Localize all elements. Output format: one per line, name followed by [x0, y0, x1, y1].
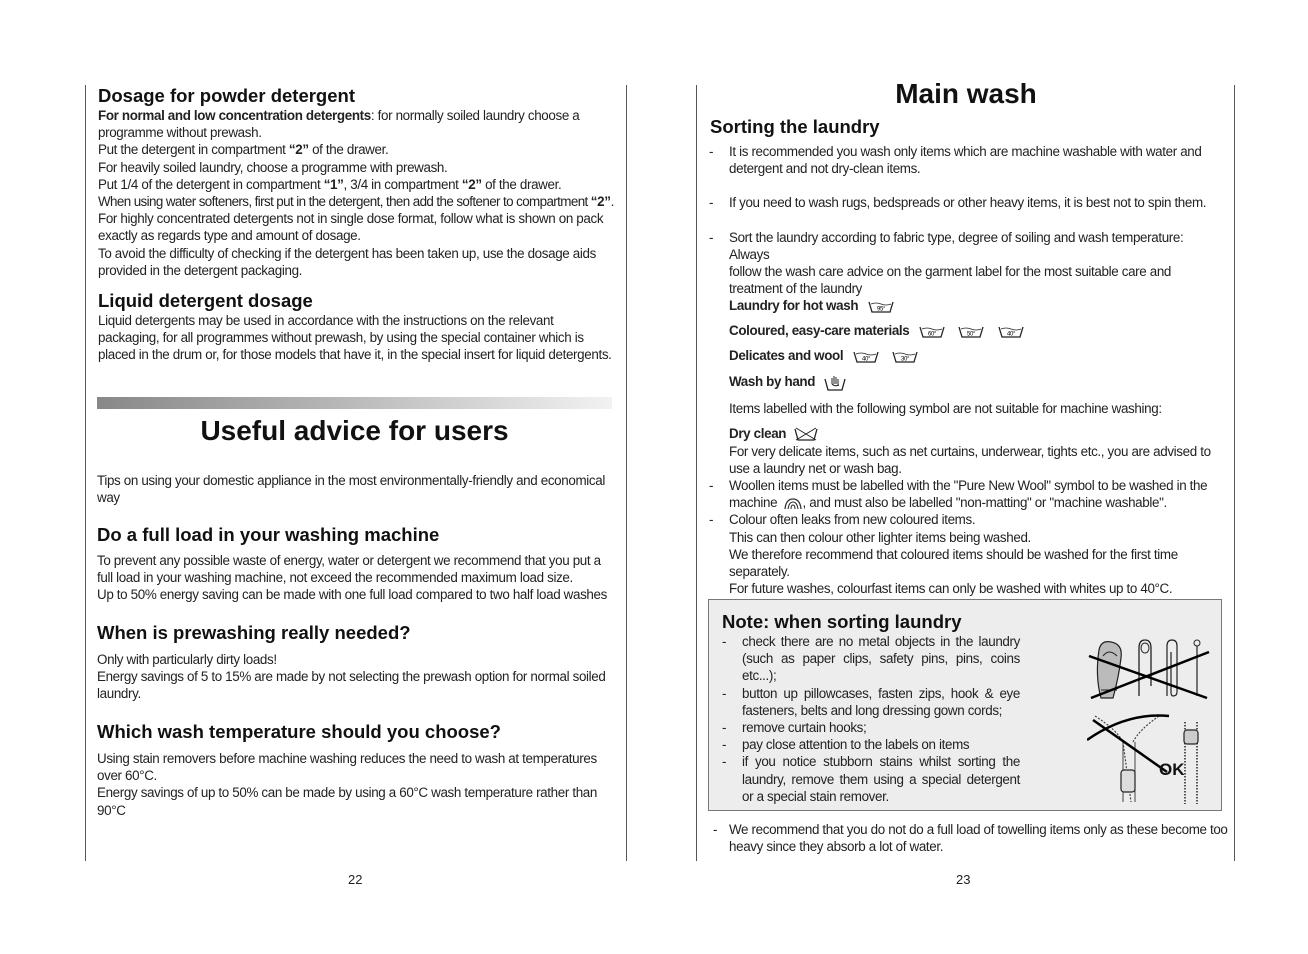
b4-l1: Woollen items must be labelled with the "Pure New Wool" symbol to be washed in the	[729, 478, 1208, 494]
wash-tub-60-icon	[919, 326, 945, 338]
dosage-l2: programme without prewash.	[98, 125, 262, 141]
metal-objects-crossed-icon	[1087, 636, 1211, 702]
hand-wash-icon	[824, 375, 846, 391]
tips-text	[97, 472, 617, 506]
delicates-row	[729, 347, 1225, 365]
coloured-row	[729, 322, 1225, 340]
dosage-powder-text	[98, 107, 618, 279]
b1-l2: detergent and not dry-clean items.	[729, 161, 921, 177]
temp-l4: 90°C	[97, 802, 126, 818]
liquid-text	[98, 312, 618, 364]
dosage-l6c: .	[610, 194, 614, 210]
page-number-left: 22	[348, 872, 363, 887]
dosage-l6a: When using water softeners, first put in the detergent, then add the softener to compartment	[98, 194, 591, 210]
dosage-l3c: of the drawer.	[308, 142, 389, 158]
delicate-l2: use a laundry net or wash bag.	[729, 460, 902, 476]
note-i5: if you notice stubborn stains whilst sorting the laundry, remove them using a special detergent or a special stain remover.	[742, 754, 1020, 804]
right-page-border-right	[1234, 85, 1235, 861]
wash-tub-40-icon	[998, 326, 1024, 338]
temperature-title: Which wash temperature should you choose?	[97, 721, 501, 742]
b2-l1: If you need to wash rugs, bedspreads or other heavy items, it is best not to spin them.	[729, 195, 1207, 211]
hand-wash-label: Wash by hand	[729, 374, 816, 390]
full-load-l3: Up to 50% energy saving can be made with one full load compared to two half load washes	[97, 587, 607, 603]
b5-l5: For future washes, colourfast items can only be washed with whites up to 40°C.	[729, 581, 1173, 597]
dash: -	[709, 478, 714, 494]
note-item-3	[722, 719, 1020, 736]
dosage-l4: For heavily soiled laundry, choose a programme with prewash.	[98, 159, 448, 175]
liquid-l1: Liquid detergents may be used in accordance with the instructions on the relevant	[98, 313, 554, 328]
main-wash-title: Main wash	[895, 78, 1037, 109]
dash: -	[709, 144, 714, 159]
b6-l2: heavy since they absorb a lot of water.	[729, 839, 944, 855]
bullet-5	[709, 511, 1225, 597]
zips-illustration	[1087, 712, 1215, 808]
b4-l2b: , and must also be labelled "non-matting" or "machine washable".	[802, 495, 1167, 511]
dash: -	[722, 737, 727, 753]
dosage-l5d: “2”	[461, 176, 482, 192]
b5-l3: We therefore recommend that coloured items should be washed for the first time	[729, 546, 1178, 562]
sorting-list	[709, 143, 1225, 597]
tips-l1: Tips on using your domestic appliance in the most environmentally-friendly and economical	[97, 473, 605, 488]
right-page-border-left	[696, 85, 697, 861]
note-item-5	[722, 753, 1020, 805]
dosage-l3a: Put the detergent in compartment	[98, 142, 289, 158]
prewash-section	[97, 622, 617, 703]
temp-30: 30°	[900, 356, 910, 363]
liquid-title: Liquid detergent dosage	[98, 290, 313, 311]
dosage-l9: To avoid the difficulty of checking if the detergent has been taken up, use the dosage aids	[98, 245, 596, 261]
left-page-border-right	[626, 85, 627, 861]
full-load-text	[97, 552, 617, 604]
temp-l1: Using stain removers before machine washing reduces the need to wash at temperatures	[97, 751, 597, 766]
full-load-l1: To prevent any possible waste of energy, water or detergent we recommend that you put a	[97, 553, 601, 568]
b1-l1: It is recommended you wash only items which are machine washable with water and	[729, 144, 1202, 159]
prewash-title: When is prewashing really needed?	[97, 622, 411, 643]
dosage-l8: exactly as regards type and amount of dosage.	[98, 228, 361, 244]
tips-l2: way	[97, 490, 120, 506]
dosage-l1: : for normally soiled laundry choose a	[370, 108, 580, 123]
delicates-label: Delicates and wool	[729, 348, 844, 364]
liquid-l2: packaging, for all programmes without prewash, by using the special container which is	[98, 330, 584, 346]
temp-l3: Energy savings of up to 50% can be made by using a 60°C wash temperature rather than	[97, 785, 597, 801]
useful-advice-title: Useful advice for users	[200, 415, 509, 446]
coloured-label: Coloured, easy-care materials	[729, 323, 910, 339]
prewash-l2: Energy savings of 5 to 15% are made by not selecting the prewash option for normal soiled	[97, 669, 606, 685]
wash-tub-40-wool-icon	[853, 351, 879, 363]
dash: -	[722, 685, 727, 701]
temp-40b: 40°	[861, 356, 870, 363]
dosage-l5c: , 3/4 in compartment	[343, 176, 462, 192]
dosage-l10: provided in the detergent packaging.	[98, 262, 303, 278]
ok-label: OK	[1159, 760, 1185, 779]
b5-l1: Colour often leaks from new coloured items.	[729, 512, 976, 528]
dosage-l6b: “2”	[590, 194, 611, 210]
dosage-powder-title: Dosage for powder detergent	[98, 85, 355, 106]
wash-tub-30-icon	[892, 351, 918, 363]
b3-l1: Sort the laundry according to fabric type, degree of soiling and wash temperature: Always	[729, 229, 1184, 262]
b6-l1: We recommend that you do not do a full load of towelling items only as these become too	[729, 822, 1228, 837]
note-box	[708, 599, 1222, 811]
full-load-section	[97, 524, 617, 604]
note-i4: pay close attention to the labels on items	[742, 737, 970, 753]
liquid-l3: placed in the drum or, for those models that have it, in the special insert for liquid detergents.	[98, 347, 612, 363]
b5-l4: separately.	[729, 564, 790, 580]
sorting-title: Sorting the laundry	[710, 116, 880, 137]
prewash-l1: Only with particularly dirty loads!	[97, 652, 277, 667]
wash-tub-95-icon	[868, 301, 894, 313]
hot-wash-row	[729, 297, 1225, 315]
note-item-2	[722, 685, 1020, 719]
temp-50: 50°	[967, 331, 976, 338]
b5-l2: This can then colour other lighter items being washed.	[729, 529, 1031, 545]
dash: -	[722, 720, 727, 736]
dash: -	[709, 195, 714, 211]
dosage-l5a: Put 1/4 of the detergent in compartment	[98, 176, 324, 192]
full-load-title: Do a full load in your washing machine	[97, 524, 440, 545]
bullet-1	[709, 143, 1225, 177]
dosage-l5e: of the drawer.	[481, 176, 562, 192]
dosage-powder-section	[98, 85, 618, 279]
note-i1: check there are no metal objects in the laundry (such as paper clips, safety pins, pins, coins etc...);	[742, 634, 1020, 684]
bullet-6	[709, 821, 1245, 855]
dry-clean-label: Dry clean	[729, 425, 787, 441]
note-i3: remove curtain hooks;	[742, 720, 867, 736]
gradient-divider	[97, 397, 612, 409]
wash-tub-50-icon	[958, 326, 984, 338]
note-i2: button up pillowcases, fasten zips, hook & eye fasteners, belts and long dressing gown cords;	[742, 685, 1020, 718]
note-item-1	[722, 633, 1020, 685]
temp-60: 60°	[927, 331, 936, 338]
left-page-border-left	[85, 85, 86, 861]
bullet-3	[709, 229, 1225, 477]
note-item-4	[722, 736, 1020, 753]
bullet-2	[709, 194, 1225, 211]
do-not-wash-icon	[794, 427, 818, 441]
note-title: Note: when sorting laundry	[722, 611, 962, 632]
dash: -	[709, 229, 714, 245]
prewash-text	[97, 651, 617, 703]
temp-40: 40°	[1006, 331, 1015, 338]
not-suitable-text: Items labelled with the following symbol are not suitable for machine washing:	[729, 401, 1162, 417]
dash: -	[722, 634, 727, 649]
dosage-l3b: “2”	[288, 142, 309, 158]
temperature-text	[97, 750, 617, 819]
dosage-bold: For normal and low concentration detergents	[98, 108, 371, 123]
dash: -	[713, 822, 718, 837]
delicate-l1: For very delicate items, such as net curtains, underwear, tights etc., you are advised to	[729, 443, 1211, 459]
dash: -	[709, 512, 714, 528]
dash: -	[722, 754, 727, 770]
dosage-l5b: “1”	[323, 176, 344, 192]
b4-l2a: machine	[729, 495, 781, 511]
note-list	[722, 633, 1020, 805]
wool-mark-icon	[783, 497, 803, 511]
prewash-l3: laundry.	[97, 686, 141, 702]
dry-clean-row	[729, 425, 1225, 443]
full-load-l2: full load in your washing machine, not exceed the recommended maximum load size.	[97, 570, 573, 586]
hot-wash-label: Laundry for hot wash	[729, 298, 859, 314]
temperature-section	[97, 721, 617, 819]
temp-95: 95°	[876, 306, 885, 313]
dosage-l7: For highly concentrated detergents not in single dose format, follow what is shown on pack	[98, 211, 604, 227]
hand-wash-row	[729, 373, 1225, 391]
temp-l2: over 60°C.	[97, 768, 157, 784]
bullet-4	[709, 477, 1225, 511]
b3-l2: follow the wash care advice on the garment label for the most suitable care and	[729, 264, 1172, 280]
b3-l3: treatment of the laundry	[729, 281, 863, 297]
page-number-right: 23	[956, 872, 971, 887]
liquid-section	[98, 290, 618, 364]
